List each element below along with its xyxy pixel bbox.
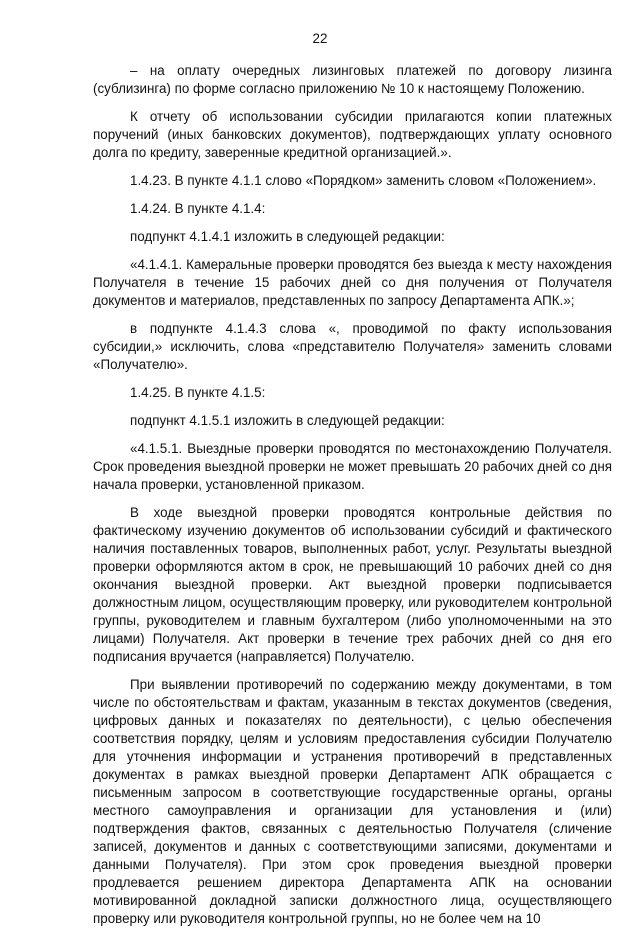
paragraph: К отчету об использовании субсидии прилагаются копии платежных поручений (иных банковских документов), подтверждающих уплату основного долга по кредиту, заверенные кредитной организацией.». — [93, 109, 612, 160]
paragraph: в подпункте 4.1.4.3 слова «, проводимой по факту использования субсидии,» исключить, слова «представителю Получателя» заменить словами «Получателю». — [93, 321, 612, 372]
page-number: 22 — [312, 31, 328, 46]
paragraph: – на оплату очередных лизинговых платежей по договору лизинга (сублизинга) по форме согласно приложению № 10 к настоящему Положению. — [93, 63, 612, 96]
paragraph: «4.1.5.1. Выездные проверки проводятся по местонахождению Получателя. Срок проведения выездной проверки не может превышать 20 рабочих дней со дня начала проверки, установленной приказом. — [93, 441, 612, 492]
paragraph: 1.4.25. В пункте 4.1.5: — [130, 385, 266, 400]
paragraph: В ходе выездной проверки проводятся контрольные действия по фактическому изучению документов об использовании субсидий и фактического наличия поставленных товаров, выполненных работ, услуг. Результаты выездной проверки оформляются актом в срок, не превышающий 10 рабочих дней со дня окончания выездной проверки. Акт выездной проверки подписывается должностным лицом, осуществляющим проверку, или руководителем контрольной группы, руководителем и главным бухгалтером (либо уполномоченными на это лицами) Получателя. Акт проверки в течение трех рабочих дней со дня его подписания вручается (направляется) Получателю. — [93, 505, 612, 664]
paragraph: 1.4.23. В пункте 4.1.1 слово «Порядком» заменить словом «Положением». — [130, 173, 597, 188]
paragraph: При выявлении противоречий по содержанию между документами, в том числе по обстоятельствам и фактам, указанным в текстах документов (сведения, цифровых данных и показателях по деятельности), с целью обеспечения соответствия порядку, целям и условиям предоставления субсидии Получателю для уточнения информации и устранения противоречий в представленных документах в рамках выездной проверки Департамент АПК обращается с письменным запросом в соответствующие государственные органы, органы местного самоуправления и организации для установления и (или) подтверждения фактов, связанных с деятельностью Получателя (сличение записей, документов и данных с соответствующими записями, документами и данными Получателя). При этом срок проведения выездной проверки продлевается решением директора Департамента АПК на основании мотивированной докладной записки должностного лица, осуществляющего проверку или руководителя контрольной группы, но не более чем на 10 — [93, 677, 612, 926]
paragraph: подпункт 4.1.5.1 изложить в следующей редакции: — [130, 413, 445, 428]
paragraph: «4.1.4.1. Камеральные проверки проводятся без выезда к месту нахождения Получателя в течение 15 рабочих дней со дня получения от Получателя документов и материалов, представленных по запросу Департамента АПК.»; — [93, 257, 612, 308]
paragraph: 1.4.24. В пункте 4.1.4: — [130, 201, 266, 216]
paragraph: подпункт 4.1.4.1 изложить в следующей редакции: — [130, 229, 445, 244]
